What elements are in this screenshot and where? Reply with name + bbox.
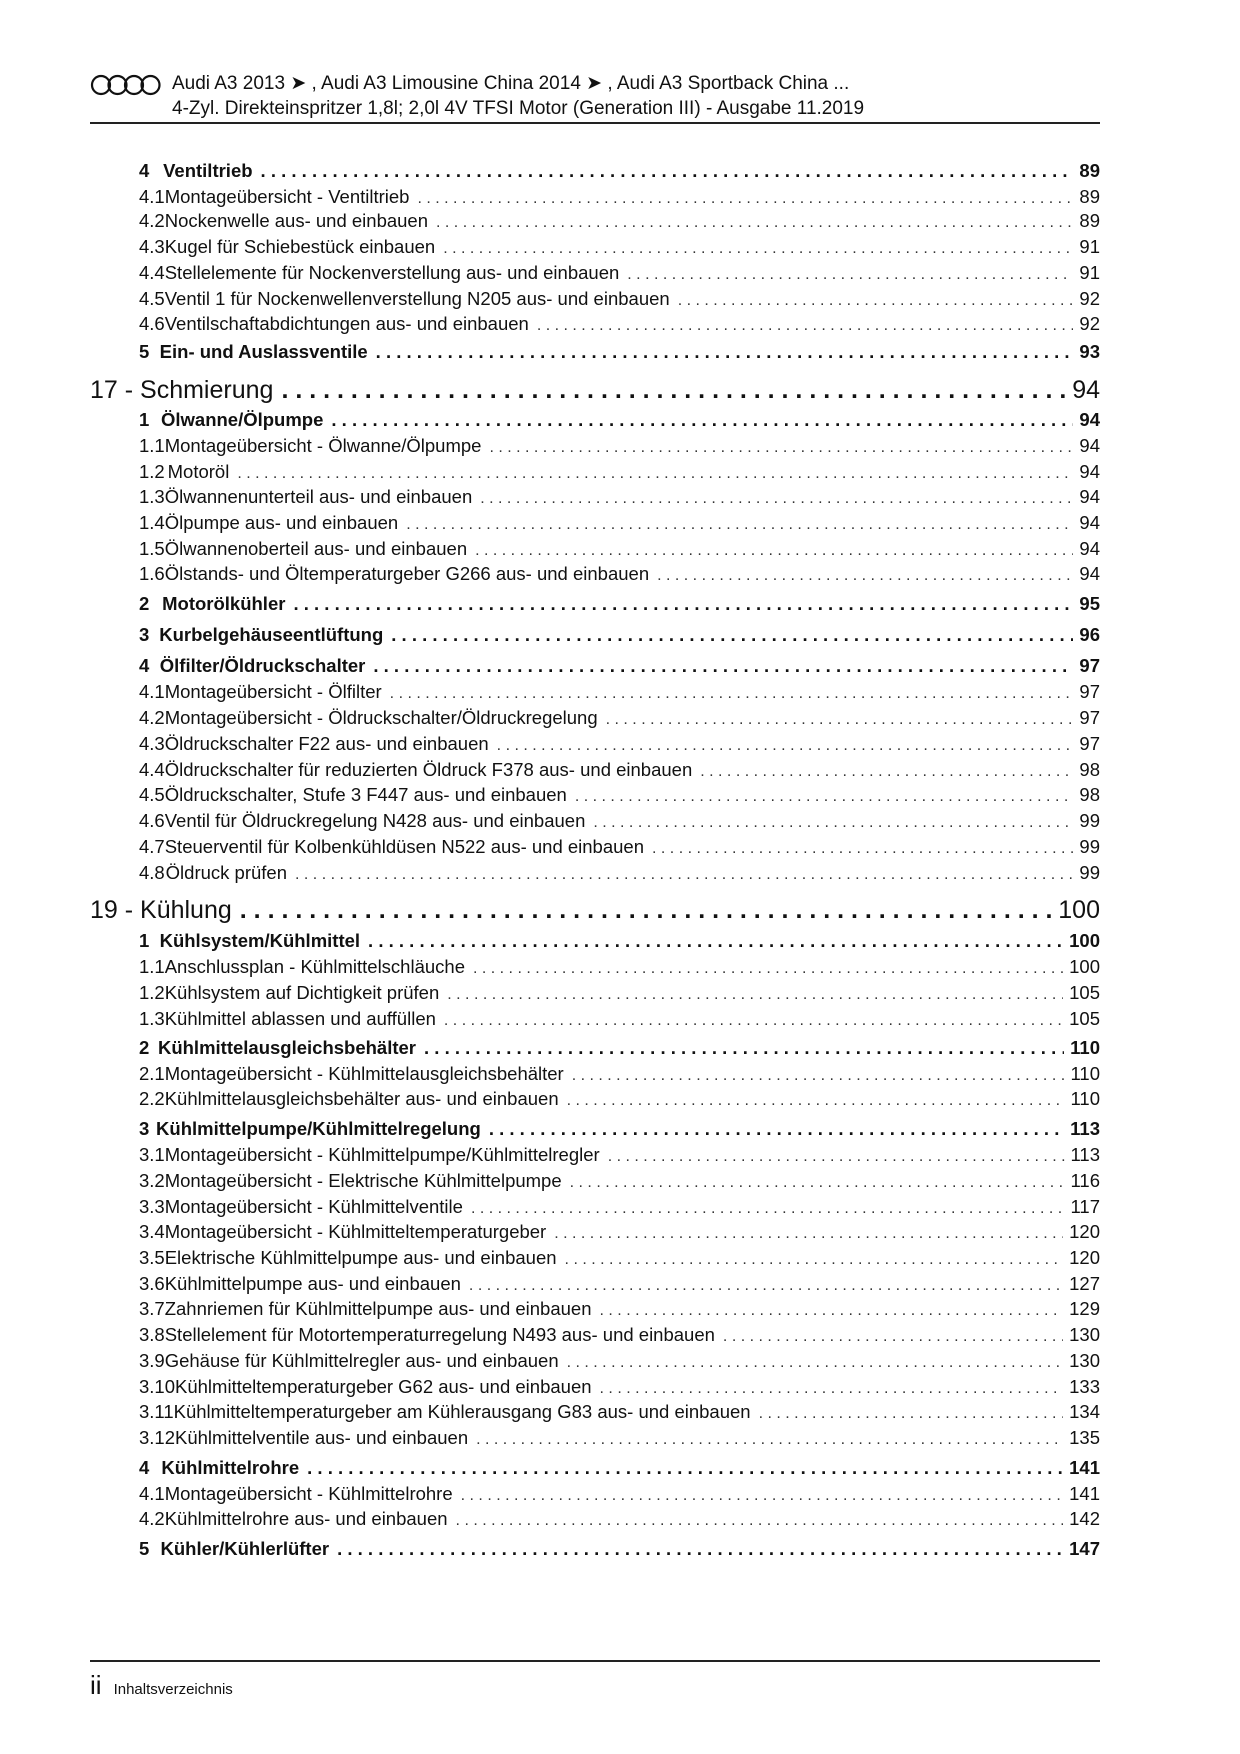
toc-entry[interactable] (139, 784, 1100, 806)
toc-title: Anschlussplan - Kühlmittelschläuche (164, 956, 465, 977)
dot-leader (406, 516, 1073, 534)
toc-entry[interactable] (139, 956, 1100, 978)
footer-label: Inhaltsverzeichnis (113, 1681, 233, 1698)
dot-leader (444, 1012, 1063, 1030)
toc-page-number: 91 (1079, 236, 1100, 257)
toc-title: Montageübersicht - Ölwanne/Ölpumpe (164, 435, 482, 456)
toc-title: Ölstands- und Öltemperaturgeber G266 aus- und einbauen (164, 563, 650, 584)
dot-leader (293, 593, 1073, 615)
toc-title: Montageübersicht - Kühlmittelventile (164, 1196, 463, 1217)
toc-title: Öldruck prüfen (165, 862, 288, 883)
toc-title: 17 - Schmierung (90, 376, 274, 404)
toc-page-number: 94 (1079, 512, 1100, 533)
toc-page-number: 105 (1069, 1008, 1100, 1029)
toc-entry[interactable] (139, 1247, 1100, 1269)
page-footer (90, 1670, 233, 1701)
toc-page-number: 141 (1069, 1457, 1100, 1478)
toc-section[interactable] (139, 593, 1100, 615)
toc-page-number: 93 (1079, 341, 1100, 362)
toc-number: 1.2 (139, 982, 165, 1003)
toc-section[interactable] (139, 655, 1100, 677)
toc-page-number: 100 (1069, 956, 1100, 977)
toc-title: Öldruckschalter F22 aus- und einbauen (164, 733, 489, 754)
toc-entry[interactable] (139, 461, 1100, 483)
toc-entry[interactable] (139, 186, 1100, 208)
toc-number: 2 (139, 593, 150, 614)
dot-leader (497, 737, 1074, 755)
toc-page-number: 99 (1079, 862, 1100, 883)
toc-entry[interactable] (139, 236, 1100, 258)
toc-title: Kurbelgehäuseentlüftung (159, 624, 384, 645)
toc-entry[interactable] (139, 1063, 1100, 1085)
toc-number: 1.5 (139, 538, 165, 559)
toc-entry[interactable] (139, 1324, 1100, 1346)
toc-page-number: 89 (1079, 186, 1100, 207)
toc-section[interactable] (139, 1118, 1100, 1140)
toc-title: Öldruckschalter für reduzierten Öldruck F378 aus- und einbauen (164, 759, 693, 780)
toc-entry[interactable] (139, 1508, 1100, 1530)
toc-page-number: 134 (1069, 1401, 1100, 1422)
toc-section[interactable] (139, 1538, 1100, 1560)
toc-page-number: 110 (1070, 1088, 1100, 1109)
toc-chapter[interactable] (90, 896, 1100, 925)
toc-number: 3.2 (139, 1170, 165, 1191)
toc-page-number: 127 (1069, 1273, 1100, 1294)
toc-page-number: 92 (1079, 313, 1100, 334)
toc-entry[interactable] (139, 486, 1100, 508)
toc-number: 3.12 (139, 1427, 176, 1448)
toc-page-number: 110 (1070, 1037, 1100, 1058)
toc-number: 4 (139, 160, 150, 181)
toc-section[interactable] (139, 930, 1100, 952)
toc-page-number: 130 (1069, 1350, 1100, 1371)
dot-leader (307, 1457, 1063, 1479)
toc-page-number: 113 (1070, 1144, 1100, 1165)
toc-entry[interactable] (139, 681, 1100, 703)
toc-title: Ölwannenoberteil aus- und einbauen (164, 538, 468, 559)
toc-title: Ölwanne/Ölpumpe (160, 409, 324, 430)
toc-number: 5 (139, 1538, 150, 1559)
toc-number: 2.2 (139, 1088, 165, 1109)
toc-number: 4.5 (139, 288, 165, 309)
toc-page-number: 120 (1069, 1221, 1100, 1242)
toc-number: 1.3 (139, 486, 165, 507)
dot-leader (261, 160, 1074, 182)
toc-entry[interactable] (139, 1298, 1100, 1320)
toc-title: 19 - Kühlung (90, 896, 232, 924)
toc-page-number: 120 (1069, 1247, 1100, 1268)
toc-chapter[interactable] (90, 376, 1100, 405)
toc-page-number: 142 (1069, 1508, 1100, 1529)
dot-leader (471, 1200, 1065, 1218)
toc-number: 4.6 (139, 313, 165, 334)
toc-number: 1.1 (139, 956, 165, 977)
dot-leader (627, 266, 1073, 284)
dot-leader (436, 214, 1073, 232)
toc-number: 4.1 (139, 1483, 165, 1504)
toc-page-number: 135 (1069, 1427, 1100, 1448)
toc-number: 4.5 (139, 784, 165, 805)
toc-number: 4.1 (139, 681, 165, 702)
dot-leader (390, 685, 1074, 703)
toc-title: Montageübersicht - Ventiltrieb (164, 186, 410, 207)
toc-number: 4.3 (139, 236, 165, 257)
toc-page-number: 94 (1079, 538, 1100, 559)
toc-entry[interactable] (139, 1088, 1100, 1110)
toc-title: Kühlmitteltemperaturgeber am Kühlerausgang G83 aus- und einbauen (173, 1401, 751, 1422)
toc-number: 1.2 (139, 461, 165, 482)
toc-page-number: 95 (1079, 593, 1100, 614)
toc-number: 4.1 (139, 186, 165, 207)
header-engine-line: 4-Zyl. Direkteinspritzer 1,8l; 2,0l 4V TFSI Motor (Generation III) - Ausgabe 11.2019 (172, 98, 865, 119)
toc-number: 5 (139, 341, 150, 362)
toc-entry[interactable] (139, 1350, 1100, 1372)
toc-number: 1.3 (139, 1008, 165, 1029)
dot-leader (489, 1118, 1064, 1140)
toc-number: 1.6 (139, 563, 165, 584)
dot-leader (652, 840, 1073, 858)
toc-title: Motorölkühler (162, 593, 286, 614)
toc-number: 4.2 (139, 1508, 165, 1529)
toc-title: Montageübersicht - Kühlmittelausgleichsbehälter (164, 1063, 564, 1084)
toc-title: Nockenwelle aus- und einbauen (164, 210, 429, 231)
toc-title: Montageübersicht - Kühlmittelrohre (164, 1483, 453, 1504)
dot-leader (476, 1431, 1063, 1449)
toc-page-number: 91 (1079, 262, 1100, 283)
toc-number: 4.4 (139, 759, 165, 780)
dot-leader (456, 1512, 1064, 1530)
toc-entry[interactable] (139, 1008, 1100, 1030)
toc-number: 3.9 (139, 1350, 165, 1371)
toc-number: 4.7 (139, 836, 165, 857)
toc-number: 4.6 (139, 810, 165, 831)
toc-entry[interactable] (139, 862, 1100, 884)
toc-title: Ventil 1 für Nockenwellenverstellung N205 aus- und einbauen (164, 288, 670, 309)
toc-section[interactable] (139, 1457, 1100, 1479)
footer-page-number: ii (90, 1670, 102, 1700)
toc-page-number: 98 (1079, 759, 1100, 780)
dot-leader (461, 1487, 1063, 1505)
toc-entry[interactable] (139, 836, 1100, 858)
toc-page-number: 99 (1079, 836, 1100, 857)
toc-title: Kühlmittelrohre aus- und einbauen (164, 1508, 448, 1529)
toc-page-number: 110 (1070, 1063, 1100, 1084)
toc-entry[interactable] (139, 707, 1100, 729)
toc-entry[interactable] (139, 1221, 1100, 1243)
toc-entry[interactable] (139, 538, 1100, 560)
toc-number: 3.10 (139, 1376, 176, 1397)
toc-number: 4 (139, 655, 150, 676)
toc-entry[interactable] (139, 1427, 1100, 1449)
toc-title: Stellelement für Motortemperaturregelung N493 aus- und einbauen (164, 1324, 715, 1345)
toc-number: 4.2 (139, 210, 165, 231)
toc-page-number: 141 (1069, 1483, 1100, 1504)
dot-leader (376, 341, 1074, 363)
toc-number: 3 (139, 1118, 150, 1139)
toc-title: Ventilschaftabdichtungen aus- und einbauen (164, 313, 529, 334)
toc-title: Zahnriemen für Kühlmittelpumpe aus- und einbauen (164, 1298, 592, 1319)
toc-number: 3.5 (139, 1247, 165, 1268)
toc-page-number: 105 (1069, 982, 1100, 1003)
toc-page-number: 89 (1079, 160, 1100, 181)
toc-title: Ölpumpe aus- und einbauen (164, 512, 399, 533)
toc-title: Kühlmittelrohre (161, 1457, 300, 1478)
toc-page-number: 129 (1069, 1298, 1100, 1319)
dot-leader (600, 1380, 1064, 1398)
toc-section[interactable] (139, 1037, 1100, 1059)
dot-leader (331, 409, 1073, 431)
toc-page-number: 147 (1069, 1538, 1100, 1559)
toc-number: 1.1 (139, 435, 165, 456)
dot-leader (608, 1148, 1065, 1166)
toc-title: Kühler/Kühlerlüfter (160, 1538, 330, 1559)
dot-leader (295, 866, 1073, 884)
dot-leader (489, 439, 1073, 457)
toc-title: Kühlsystem/Kühlmittel (159, 930, 361, 951)
toc-entry[interactable] (139, 1483, 1100, 1505)
toc-entry[interactable] (139, 313, 1100, 335)
toc-page-number: 94 (1079, 461, 1100, 482)
toc-number: 3.11 (139, 1401, 174, 1422)
toc-number: 3 (139, 624, 150, 645)
toc-page-number: 92 (1079, 288, 1100, 309)
toc-title: Elektrische Kühlmittelpumpe aus- und einbauen (164, 1247, 557, 1268)
toc-title: Gehäuse für Kühlmittelregler aus- und einbauen (164, 1350, 559, 1371)
toc-entry[interactable] (139, 1170, 1100, 1192)
toc-page-number: 116 (1070, 1170, 1100, 1191)
header-vehicle-line: Audi A3 2013 ➤ , Audi A3 Limousine China 2014 ➤ , Audi A3 Sportback China ... (172, 73, 850, 94)
toc-title: Ölfilter/Öldruckschalter (159, 655, 366, 676)
toc-page-number: 97 (1079, 733, 1100, 754)
dot-leader (417, 190, 1073, 208)
toc-title: Kühlmittel ablassen und auffüllen (164, 1008, 436, 1029)
toc-number: 1 (139, 409, 150, 430)
dot-leader (759, 1405, 1064, 1423)
dot-leader (567, 1354, 1064, 1372)
dot-leader (723, 1328, 1063, 1346)
toc-entry[interactable] (139, 1273, 1100, 1295)
toc-entry[interactable] (139, 262, 1100, 284)
toc-page-number: 94 (1079, 486, 1100, 507)
toc-number: 1.4 (139, 512, 165, 533)
toc-number: 2 (139, 1037, 150, 1058)
toc-entry[interactable] (139, 1144, 1100, 1166)
toc-entry[interactable] (139, 210, 1100, 232)
dot-leader (570, 1174, 1065, 1192)
dot-leader (281, 376, 1066, 405)
toc-title: Kühlmittelventile aus- und einbauen (175, 1427, 469, 1448)
toc-title: Montageübersicht - Elektrische Kühlmittelpumpe (164, 1170, 562, 1191)
toc-title: Kugel für Schiebestück einbauen (164, 236, 436, 257)
toc-number: 1 (139, 930, 150, 951)
dot-leader (480, 490, 1073, 508)
toc-number: 4.4 (139, 262, 165, 283)
dot-leader (475, 542, 1073, 560)
toc-number: 3.8 (139, 1324, 165, 1345)
toc-title: Kühlmitteltemperaturgeber G62 aus- und einbauen (175, 1376, 592, 1397)
toc-number: 4.8 (139, 862, 165, 883)
dot-leader (593, 814, 1073, 832)
toc-section[interactable] (139, 341, 1100, 363)
toc-page-number: 100 (1058, 896, 1100, 924)
toc-page-number: 96 (1079, 624, 1100, 645)
dot-leader (473, 960, 1063, 978)
dot-leader (572, 1067, 1065, 1085)
toc-title: Montageübersicht - Kühlmittelpumpe/Kühlmittelregler (164, 1144, 600, 1165)
toc-number: 3.4 (139, 1221, 165, 1242)
dot-leader (391, 624, 1073, 646)
toc-entry[interactable] (139, 1196, 1100, 1218)
toc-page-number: 117 (1070, 1196, 1100, 1217)
toc-section[interactable] (139, 409, 1100, 431)
toc-title: Kühlmittelausgleichsbehälter (157, 1037, 417, 1058)
toc-entry[interactable] (139, 733, 1100, 755)
toc-number: 3.1 (139, 1144, 165, 1165)
dot-leader (447, 986, 1063, 1004)
toc-entry[interactable] (139, 810, 1100, 832)
toc-number: 3.3 (139, 1196, 165, 1217)
toc-number: 4 (139, 1457, 150, 1478)
toc-entry[interactable] (139, 759, 1100, 781)
header-divider (90, 122, 1100, 124)
toc-page-number: 130 (1069, 1324, 1100, 1345)
toc-page-number: 97 (1079, 707, 1100, 728)
toc-title: Kühlmittelausgleichsbehälter aus- und einbauen (164, 1088, 559, 1109)
dot-leader (700, 763, 1073, 781)
toc-section[interactable] (139, 160, 1100, 182)
toc-entry[interactable] (139, 1376, 1100, 1398)
toc-title: Montageübersicht - Ölfilter (164, 681, 382, 702)
toc-title: Kühlsystem auf Dichtigkeit prüfen (164, 982, 440, 1003)
dot-leader (373, 655, 1073, 677)
dot-leader (537, 317, 1074, 335)
toc-title: Montageübersicht - Kühlmitteltemperaturgeber (164, 1221, 547, 1242)
toc-title: Stellelemente für Nockenverstellung aus- und einbauen (164, 262, 620, 283)
toc-page-number: 94 (1079, 409, 1100, 430)
dot-leader (600, 1302, 1064, 1320)
toc-number: 4.3 (139, 733, 165, 754)
dot-leader (443, 240, 1073, 258)
dot-leader (606, 711, 1074, 729)
toc-title: Ein- und Auslassventile (159, 341, 368, 362)
footer-divider (90, 1660, 1100, 1662)
toc-section[interactable] (139, 624, 1100, 646)
toc-title: Kühlmittelpumpe/Kühlmittelregelung (156, 1118, 481, 1139)
toc-entry[interactable] (139, 512, 1100, 534)
toc-title: Montageübersicht - Öldruckschalter/Öldruckregelung (164, 707, 598, 728)
toc-page-number: 113 (1070, 1118, 1100, 1139)
toc-title: Ölwannenunterteil aus- und einbauen (164, 486, 473, 507)
toc-title: Öldruckschalter, Stufe 3 F447 aus- und einbauen (164, 784, 567, 805)
dot-leader (554, 1225, 1063, 1243)
dot-leader (575, 788, 1074, 806)
dot-leader (567, 1092, 1065, 1110)
dot-leader (337, 1538, 1063, 1560)
toc-title: Motoröl (167, 461, 230, 482)
audi-rings-logo-icon (90, 74, 162, 96)
toc-page-number: 94 (1072, 376, 1100, 404)
toc-page-number: 97 (1079, 681, 1100, 702)
toc-title: Ventiltrieb (163, 160, 253, 181)
dot-leader (678, 292, 1074, 310)
toc-page-number: 100 (1069, 930, 1100, 951)
toc-page-number: 99 (1079, 810, 1100, 831)
toc-number: 3.6 (139, 1273, 165, 1294)
toc-entry[interactable] (139, 288, 1100, 310)
toc-entry[interactable] (139, 563, 1100, 585)
dot-leader (240, 896, 1053, 925)
toc-number: 2.1 (139, 1063, 165, 1084)
dot-leader (469, 1277, 1063, 1295)
toc-entry[interactable] (139, 435, 1100, 457)
dot-leader (424, 1037, 1064, 1059)
toc-page-number: 94 (1079, 435, 1100, 456)
dot-leader (237, 465, 1073, 483)
toc-title: Steuerventil für Kolbenkühldüsen N522 aus- und einbauen (164, 836, 645, 857)
dot-leader (368, 930, 1063, 952)
toc-entry[interactable] (139, 982, 1100, 1004)
toc-number: 4.2 (139, 707, 165, 728)
toc-page-number: 98 (1079, 784, 1100, 805)
toc-page-number: 133 (1069, 1376, 1100, 1397)
toc-entry[interactable] (139, 1401, 1100, 1423)
toc-title: Ventil für Öldruckregelung N428 aus- und einbauen (164, 810, 586, 831)
dot-leader (565, 1251, 1064, 1269)
toc-page-number: 94 (1079, 563, 1100, 584)
toc-page-number: 89 (1079, 210, 1100, 231)
dot-leader (657, 567, 1073, 585)
toc-page-number: 97 (1079, 655, 1100, 676)
toc-title: Kühlmittelpumpe aus- und einbauen (164, 1273, 461, 1294)
toc-number: 3.7 (139, 1298, 165, 1319)
